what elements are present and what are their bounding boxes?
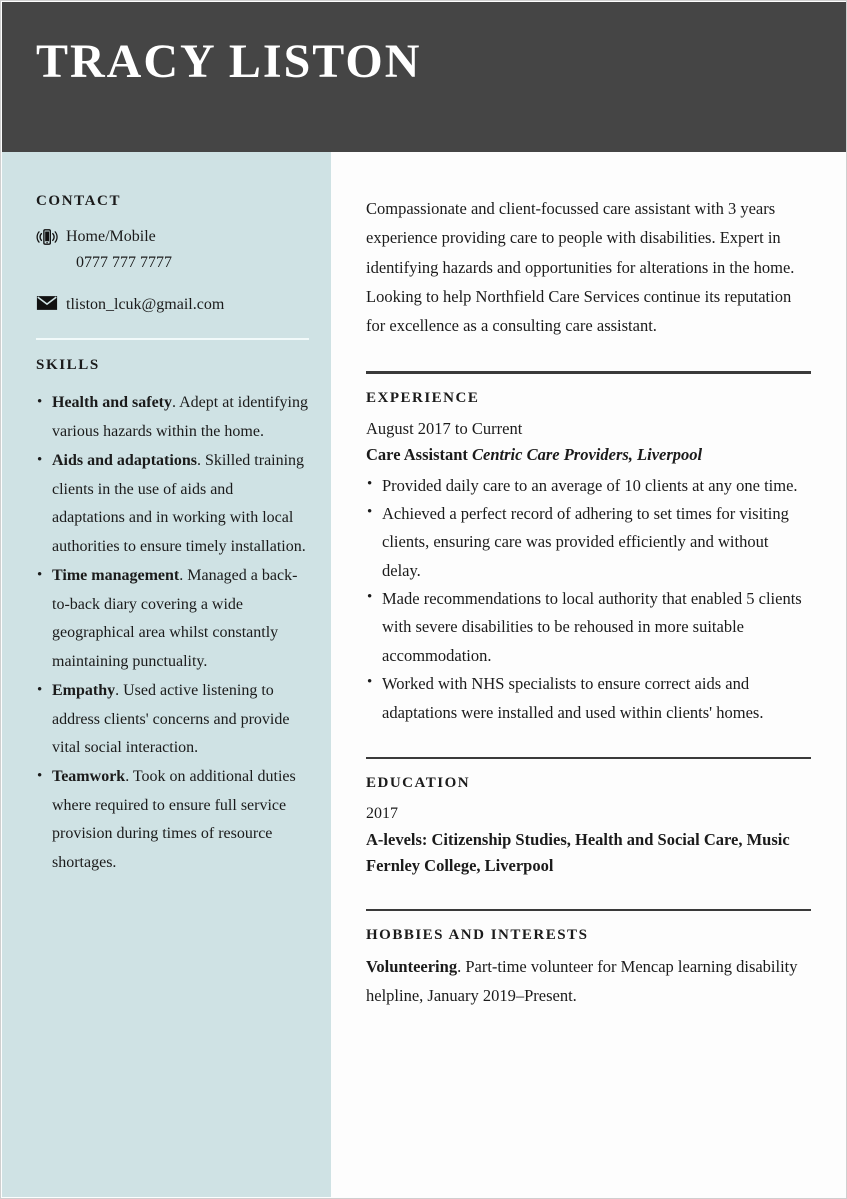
list-item: • Made recommendations to local authority that enabled 5 clients with severe disabilities to be rehoused in more suitable accommodation. [366, 585, 811, 670]
skill-detail: . Adept at identifying various hazards within the home. [52, 394, 308, 440]
education-degree: A-levels: Citizenship Studies, Health and Social Care, Music [366, 829, 790, 849]
phone-number: 0777 777 7777 [76, 254, 172, 272]
education-school: Fernley College, Liverpool [366, 855, 554, 875]
skill-title: Health and safety [52, 394, 172, 412]
sidebar-divider [36, 338, 309, 340]
experience-heading: EXPERIENCE [366, 389, 480, 406]
list-item [36, 447, 309, 561]
list-item [36, 677, 309, 762]
hobbies-entry [366, 953, 811, 1010]
list-item: • Achieved a perfect record of adhering to set times for visiting clients, ensuring care was provided efficiently and without delay. [366, 500, 811, 585]
skill-detail: . Took on additional duties where required to ensure full service provision during times of resource shortages. [52, 768, 296, 871]
mobile-phone-icon [36, 225, 66, 248]
list-item [36, 562, 309, 676]
skills-heading: SKILLS [36, 357, 100, 374]
hobby-title: Volunteering [366, 957, 458, 977]
skill-title: Aids and adaptations [52, 452, 197, 470]
list-item: • Worked with NHS specialists to ensure correct aids and adaptations were installed and used within clients' homes. [366, 670, 811, 727]
job-role: Care Assistant [366, 445, 473, 465]
hobbies-heading: HOBBIES AND INTERESTS [366, 927, 589, 944]
skill-detail: . Used active listening to address clients' concerns and provide vital social interaction. [52, 682, 290, 756]
skill-title: Empathy [52, 682, 116, 700]
hobby-detail: . Part-time volunteer for Mencap learning disability helpline, January 2019–Present. [366, 957, 798, 1005]
page-title: TRACY LISTON [36, 35, 422, 88]
section-rule-experience [366, 371, 811, 374]
skill-title: Time management [52, 567, 180, 585]
job-title-row [366, 442, 811, 468]
main-column [331, 152, 845, 1197]
education-year: 2017 [366, 804, 398, 822]
experience-bullets [366, 472, 811, 727]
professional-summary: Compassionate and client-focussed care assistant with 3 years experience providing care to people with disabilities. Expert in identifying hazards and opportunities for alterations in the home. Looking to help Northfield Care Services continue its reputation for excellence as a consulting care assistant. [366, 199, 795, 336]
list-item [36, 763, 309, 877]
contact-email-row[interactable] [36, 293, 309, 316]
section-rule-hobbies [366, 909, 811, 911]
job-dates: August 2017 to Current [366, 418, 523, 438]
contact-heading: CONTACT [36, 193, 122, 209]
skills-list [36, 389, 309, 877]
email-address[interactable]: tliston_lcuk@gmail.com [66, 296, 225, 314]
list-item: • Provided daily care to an average of 10 clients at any one time. [366, 472, 811, 500]
sidebar [2, 152, 331, 1197]
list-item [36, 389, 309, 446]
skill-detail: . Skilled training clients in the use of aids and adaptations and in working with local authorities to ensure timely installation. [52, 452, 306, 555]
phone-label: Home/Mobile [66, 228, 156, 245]
envelope-icon [36, 293, 66, 312]
spacer [36, 275, 309, 293]
resume-header-banner [2, 2, 847, 152]
contact-phone-row [36, 225, 309, 248]
job-company: Centric Care Providers, Liverpool [472, 445, 703, 465]
skill-title: Teamwork [52, 768, 126, 786]
skill-detail: . Managed a back-to-back diary covering a wide geographical area whilst constantly maintaining punctuality. [52, 567, 298, 670]
education-heading: EDUCATION [366, 774, 471, 791]
section-rule-education [366, 757, 811, 759]
